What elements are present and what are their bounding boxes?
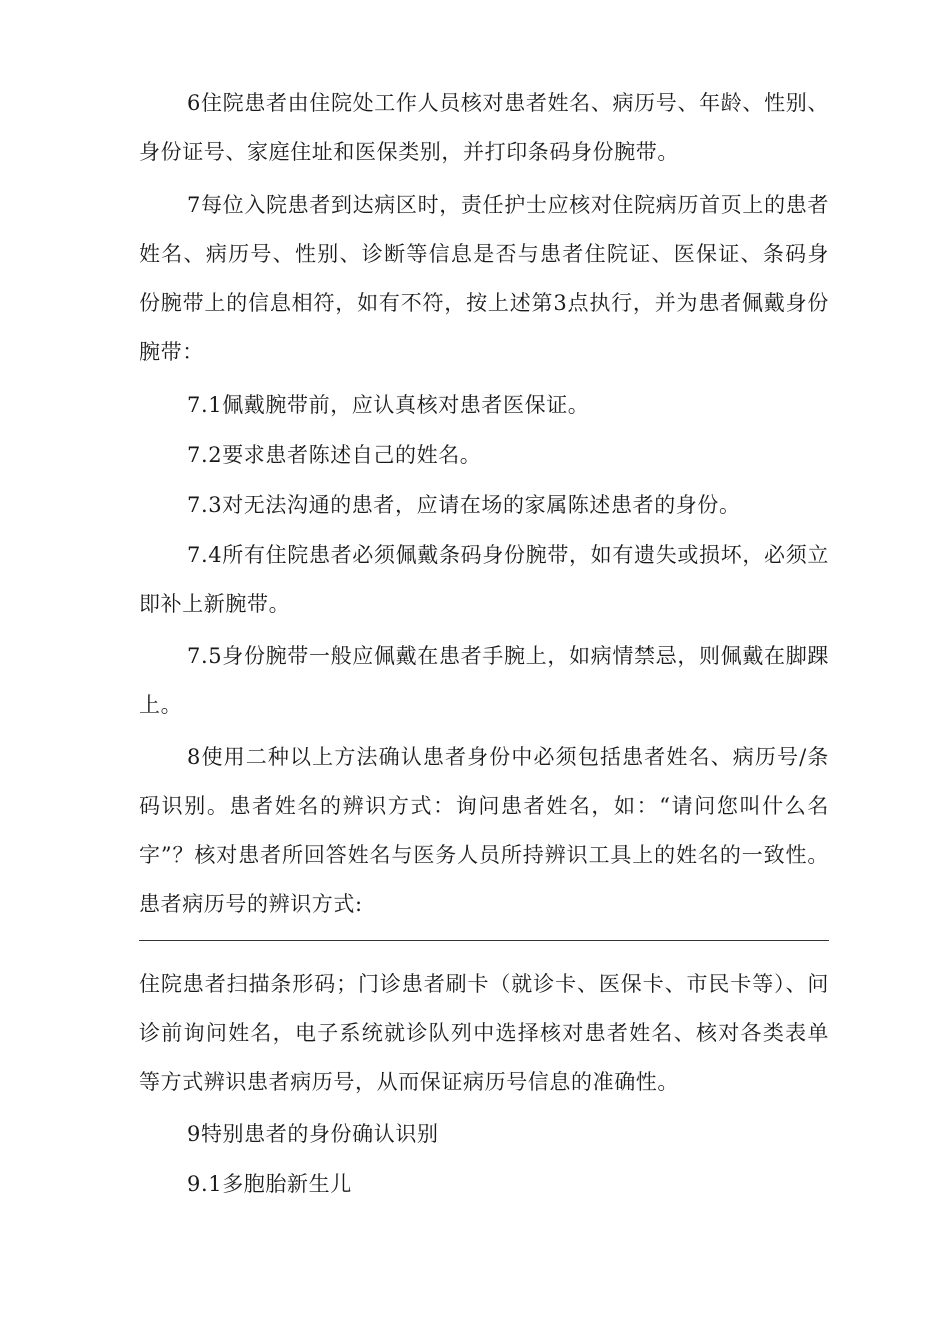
paragraph-6: 6住院患者由住院处工作人员核对患者姓名、病历号、年龄、性别、身份证号、家庭住址和医保类别，并打印条码身份腕带。 xyxy=(139,91,829,164)
paragraph-7: 7每位入院患者到达病区时，责任护士应核对住院病历首页上的患者姓名、病历号、性别、诊断等信息是否与患者住院证、医保证、条码身份腕带上的信息相符，如有不符，按上述第3点执行，并为患者佩戴身份腕带： xyxy=(139,193,829,364)
paragraph-7-3: 7.3对无法沟通的患者，应请在场的家属陈述患者的身份。 xyxy=(187,493,741,517)
paragraph-7-1: 7.1佩戴腕带前，应认真核对患者医保证。 xyxy=(187,393,590,417)
heading-9-1: 9.1多胞胎新生儿 xyxy=(187,1172,352,1196)
paragraph-7-5: 7.5身份腕带一般应佩戴在患者手腕上，如病情禁忌，则佩戴在脚踝上。 xyxy=(139,644,829,717)
paragraph-7-4: 7.4所有住院患者必须佩戴条码身份腕带，如有遗失或损坏，必须立即补上新腕带。 xyxy=(139,543,829,616)
paragraph-8-continuation: 住院患者扫描条形码；门诊患者刷卡（就诊卡、医保卡、市民卡等）、问诊前询问姓名，电子系统就诊队列中选择核对患者姓名、核对各类表单等方式辨识患者病历号，从而保证病历号信息的准确性。 xyxy=(139,972,829,1094)
heading-9: 9特别患者的身份确认识别 xyxy=(187,1122,439,1146)
paragraph-8: 8使用二种以上方法确认患者身份中必须包括患者姓名、病历号/条码识别。患者姓名的辨识方式：询问患者姓名，如：“请问您叫什么名字”？核对患者所回答姓名与医务人员所持辨识工具上的姓名的一致性。患者病历号的辨识方式: xyxy=(139,745,829,916)
paragraph-7-2: 7.2要求患者陈述自己的姓名。 xyxy=(187,443,482,467)
page-divider xyxy=(139,940,829,941)
